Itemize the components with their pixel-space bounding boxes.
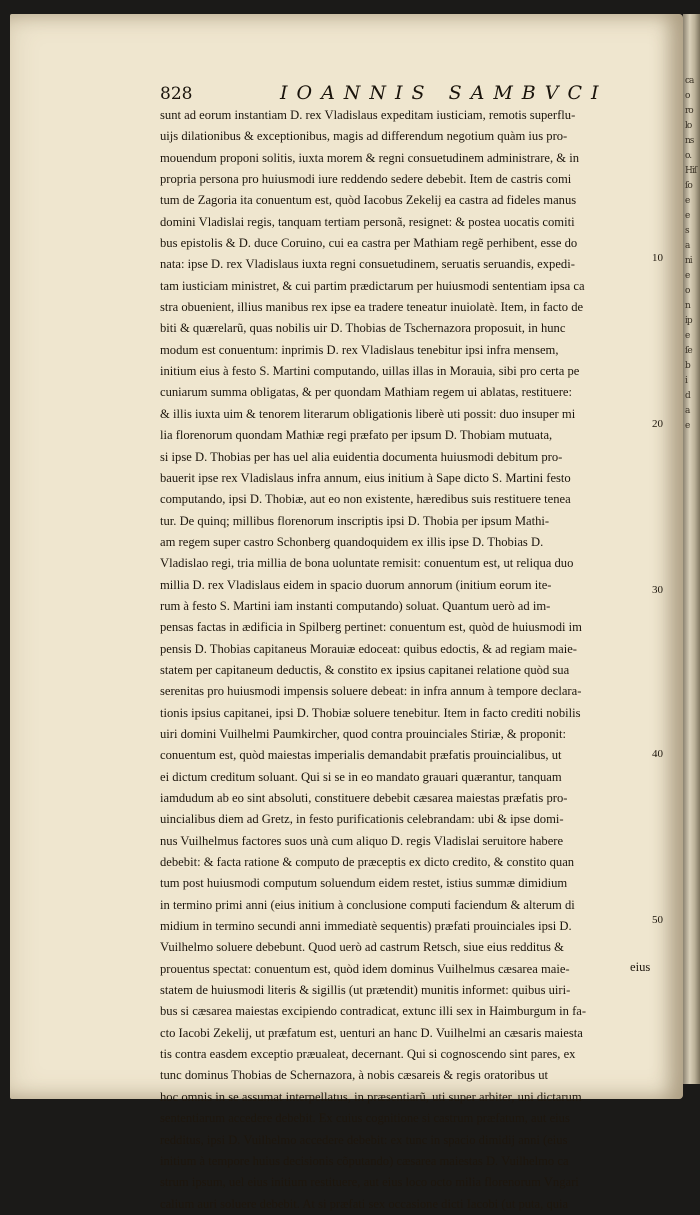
text-line: Vuilhelmo soluere debebunt. Quod uerò ad castrum Retsch, siue eius redditus & bbox=[160, 940, 564, 955]
text-line: bus epistolis & D. duce Coruino, cui ea castra per Mathiam regẽ perhibent, esse do bbox=[160, 236, 578, 251]
page-number: 828 bbox=[160, 84, 193, 104]
body-text bbox=[160, 105, 660, 1215]
text-line: sunt ad eorum instantiam D. rex Vladislaus expeditam iusticiam, remotis superflu- bbox=[160, 108, 576, 122]
text-line: in termino primi anni (eius initium à conclusione computi faciendum & alterum di bbox=[160, 897, 575, 912]
text-line: sententiarum accedere debebit. Ex cuius cognitione si castrum præfatum, aut eius bbox=[160, 1111, 570, 1126]
text-line: prouentus spectat: conuentum est, quòd idem dominus Vuilhelmus cæsarea maie- bbox=[160, 961, 570, 976]
text-line: debebit: & facta ratione & computo de præceptis ex dicto credito, & constito quan bbox=[160, 855, 575, 870]
margin-line-marker: 50 bbox=[652, 914, 663, 926]
text-line: si ipse D. Thobias per has uel alia euidentia documenta huiusmodi debitum pro- bbox=[160, 449, 563, 464]
text-line: uincialibus diem ad Gretz, in festo purificationis celebrandam: ubi & ipse domi- bbox=[160, 812, 564, 827]
text-line: biti & quærelarũ, quas nobilis uir D. Thobias de Tschernazora proposuit, in hunc bbox=[160, 321, 566, 336]
text-line: calium auri soluere debebit. At si præfati sex occasione dicti Iacobi (ut puta, quia bbox=[160, 1196, 569, 1211]
text-line: initium eius à festo S. Martini computando, uillas illas in Morauia, sibi pro certa pe bbox=[160, 364, 580, 379]
text-line: nus Vuilhelmus factores suos unà cum aliquo D. regis Vladislai seruitore habere bbox=[160, 833, 564, 848]
text-line: redditus, ipsi D. Vuilhelmo accedere debebit: ex tunc in spacio dimidij anni (eius bbox=[160, 1132, 568, 1147]
text-line: mouendum proponi solitis, iuxta morem & regni consuetudinem administrare, & in bbox=[160, 150, 580, 165]
text-line: rum à festo S. Martini iam instanti computando) soluat. Quantum uerò ad im- bbox=[160, 598, 551, 613]
edge-fragment: ca bbox=[685, 76, 694, 86]
edge-fragment: ſo bbox=[685, 181, 692, 191]
text-line: pensas factas in ædificia in Spilberg pertinet: conuentum est, quòd de huiusmodi im bbox=[160, 620, 582, 635]
text-line: propria persona pro huiusmodi iure reddendo sedere debebit. Item de castris comi bbox=[160, 172, 572, 187]
text-line: pensis D. Thobias capitaneus Morauiæ edoceat: quibus edoctis, & ad regiam maie- bbox=[160, 641, 578, 656]
text-line: tum post huiusmodi computum soluendum eidem restet, istius summæ dimidium bbox=[160, 876, 568, 891]
text-line: tam iusticiam ministret, & cui partim prædictarum per huiusmodi sententiam ipsa ca bbox=[160, 278, 585, 293]
margin-line-marker: 30 bbox=[652, 584, 663, 596]
edge-fragment: ns bbox=[685, 136, 694, 146]
catchword: eius bbox=[630, 960, 651, 974]
facing-page-edge bbox=[683, 14, 700, 1084]
text-line: Vladislao regi, tria millia de bona uoluntate remisit: conuentum est, ut reliqua duo bbox=[160, 556, 574, 571]
edge-fragment: ip bbox=[685, 316, 692, 326]
text-line: tum de Zagoria ita conuentum est, quòd Iacobus Zekelij ea castra ad fideles manus bbox=[160, 193, 577, 208]
text-line: conuentum est, quòd maiestas imperialis demandabit præfatis prouincialibus, ut bbox=[160, 748, 562, 763]
margin-line-marker: 10 bbox=[652, 252, 663, 264]
text-line: tionis ipsius capitanei, ipsi D. Thobiæ soluere tenebitur. Item in facto crediti nobilis bbox=[160, 705, 581, 720]
edge-fragment: a bbox=[685, 241, 690, 251]
text-line: uiri domini Vuilhelmi Paumkircher, quod contra prouinciales Stiriæ, & proponit: bbox=[160, 726, 567, 741]
text-line: domini Vladislai regis, tanquam tertiam personã, resignet: & postea uocatis comiti bbox=[160, 214, 575, 229]
text-line: midium in termino secundi anni immediatè sequentis) præfati prouinciales ipsi D. bbox=[160, 919, 572, 934]
text-line: tunc dominus Thobias de Schernazora, à nobis cæsareis & regis oratoribus ut bbox=[160, 1068, 548, 1083]
text-line: strum ipsum, uel eius initium restituere, aut eius loco octo milia florenorum Vngari bbox=[160, 1175, 579, 1190]
margin-line-marker: 20 bbox=[652, 418, 663, 430]
text-line: bauerit ipse rex Vladislaus infra annum, eius initium à Sape dicto S. Martini festo bbox=[160, 470, 571, 485]
edge-fragment: ro bbox=[685, 106, 693, 116]
text-line: stra obuenient, illius manibus rex ipse ea tradere teneatur inuiolatè. Item, in facto de bbox=[160, 300, 584, 315]
text-line: tur. De quinq; millibus florenorum inscriptis ipsi D. Thobia per ipsum Mathi- bbox=[160, 513, 550, 528]
text-line: nata: ipse D. rex Vladislaus iuxta regni consuetudinem, seruatis seruandis, expedi- bbox=[160, 257, 575, 272]
text-line: am regem super castro Schonberg quandoquidem ex illis ipse D. Thobias D. bbox=[160, 534, 544, 549]
edge-fragment: e bbox=[685, 421, 690, 431]
edge-fragment: o bbox=[685, 286, 690, 296]
text-line: modum est conuentum: inprimis D. rex Vladislaus tenebitur ipsi infra mensem, bbox=[160, 342, 559, 357]
text-line: millia D. rex Vladislaus eidem in spacio duorum annorum (initium eorum ite- bbox=[160, 577, 552, 592]
text-line: lia florenorum quondam Mathiæ regi præfato per ipsum D. Thobiam mutuata, bbox=[160, 428, 553, 443]
edge-fragment: ſe bbox=[685, 346, 692, 356]
edge-fragment: b bbox=[685, 361, 690, 371]
edge-fragment: s bbox=[685, 226, 689, 236]
facing-page-fragments bbox=[685, 74, 698, 434]
edge-fragment: e bbox=[685, 211, 690, 221]
text-line: bus si cæsarea maiestas excipiendo contradicat, extunc illi sex in Haimburgum in fa- bbox=[160, 1004, 587, 1019]
edge-fragment: e bbox=[685, 196, 690, 206]
text-line: statem de huiusmodi literis & sigillis (ut prætendit) munitis informet: quibus uiri- bbox=[160, 983, 571, 998]
text-line: cto Iacobi Zekelij, ut præfatum est, uenturi an hanc D. Vuilhelmi an cæsaris maiesta bbox=[160, 1025, 583, 1040]
text-line: uijs dilationibus & exceptionibus, magis ad differendum negotium quàm ius pro- bbox=[160, 129, 568, 144]
edge-fragment: o. bbox=[685, 151, 692, 161]
text-line: cuniarum summa obligatas, & per quondam Mathiam regem ui ablatas, restituere: bbox=[160, 385, 572, 400]
text-line: computando, ipsi D. Thobiæ, aut eo non existente, hæredibus suis restituere tenea bbox=[160, 492, 571, 507]
text-line: tis contra easdem exceptio præualeat, decernant. Qui si cognoscendo sint pares, ex bbox=[160, 1047, 576, 1062]
running-title: IOANNIS SAMBVCI bbox=[280, 82, 608, 104]
text-line: & illis iuxta uim & tenorem literarum obligationis liberè uti possit: duo insuper mi bbox=[160, 406, 576, 421]
margin-line-marker: 40 bbox=[652, 748, 663, 760]
edge-fragment: o bbox=[685, 91, 690, 101]
text-line: iamdudum ab eo sint absoluti, constituere debebit cæsarea maiestas præfatis pro- bbox=[160, 791, 568, 805]
edge-fragment: ni bbox=[685, 256, 692, 266]
edge-fragment: n bbox=[685, 301, 690, 311]
text-line: statem per capitaneum deductis, & constito ex ipsius capitanei relatione quòd sua bbox=[160, 662, 570, 677]
text-line: hoc omnis in se assumat interpellatus, in præsentiarũ, uti super arbiter, uni dictarum bbox=[160, 1089, 582, 1104]
edge-fragment: e bbox=[685, 271, 690, 281]
edge-fragment: a bbox=[685, 406, 690, 416]
edge-fragment: d bbox=[685, 391, 690, 401]
text-line: ei dictum creditum soluant. Qui si se in eo mandato grauari quærantur, tanquam bbox=[160, 769, 562, 784]
edge-fragment: Hiſ bbox=[685, 166, 697, 176]
edge-fragment: e bbox=[685, 331, 690, 341]
edge-fragment: lo bbox=[685, 121, 692, 131]
edge-fragment: i bbox=[685, 376, 687, 386]
text-line: serenitas pro huiusmodi impensis soluere debeat: in infra annum à tempore declara- bbox=[160, 684, 582, 699]
book-page bbox=[10, 14, 683, 1211]
text-line: initium à tempore huius decisionis cõputando) cæsarea maiestas D. Vuilhelmo ca bbox=[160, 1153, 569, 1168]
